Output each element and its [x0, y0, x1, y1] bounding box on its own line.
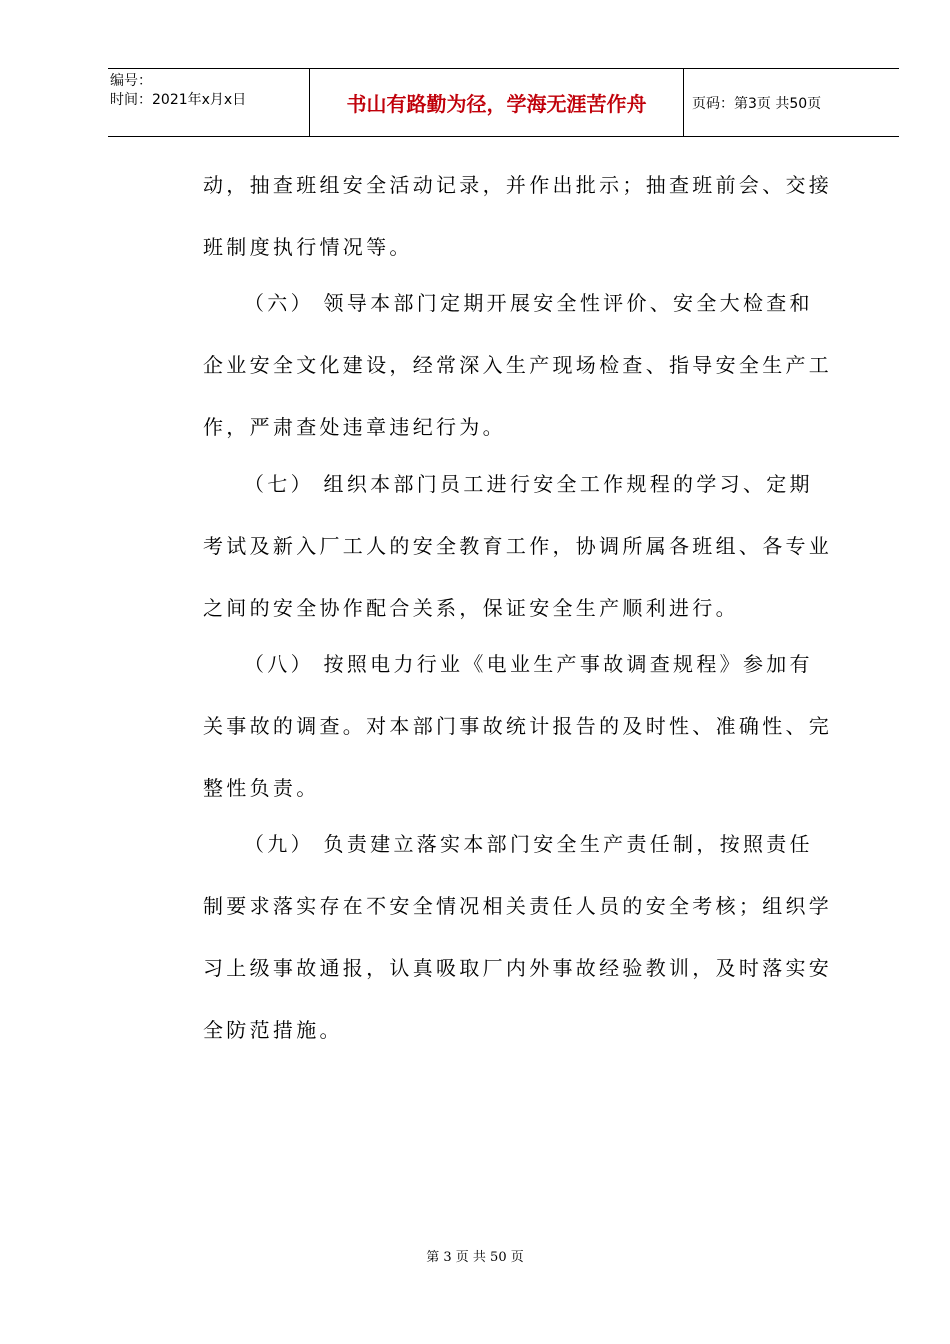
text-line: 考试及新入厂工人的安全教育工作，协调所属各班组、各专业	[203, 534, 833, 558]
text-line: （七） 组织本部门员工进行安全工作规程的学习、定期	[244, 472, 813, 496]
page-footer: 第 3 页 共 50 页	[426, 1250, 524, 1265]
text-line: 作，严肃查处违章违纪行为。	[203, 415, 506, 439]
text-line: 全防范措施。	[203, 1018, 343, 1042]
number-label: 编号：	[110, 73, 152, 89]
header-page-info: 页码：第3页 共50页	[692, 95, 822, 112]
text-line: 动，抽查班组安全活动记录，并作出批示；抽查班前会、交接	[203, 173, 833, 197]
text-line: 企业安全文化建设，经常深入生产现场检查、指导安全生产工	[203, 353, 833, 377]
text-line: （九） 负责建立落实本部门安全生产责任制，按照责任	[244, 832, 813, 856]
header-motto: 书山有路勤为径，学海无涯苦作舟	[346, 92, 647, 116]
text-line: 班制度执行情况等。	[203, 235, 413, 259]
text-line: （八） 按照电力行业《电业生产事故调查规程》参加有	[244, 652, 813, 676]
text-line: 之间的安全协作配合关系，保证安全生产顺利进行。	[203, 596, 739, 620]
time-label: 时间：2021年x月x日	[110, 92, 247, 108]
text-line: 关事故的调查。对本部门事故统计报告的及时性、准确性、完	[203, 714, 833, 738]
text-line: 制要求落实存在不安全情况相关责任人员的安全考核；组织学	[203, 894, 833, 918]
text-line: （六） 领导本部门定期开展安全性评价、安全大检查和	[244, 291, 813, 315]
text-line: 整性负责。	[203, 776, 320, 800]
text-line: 习上级事故通报，认真吸取厂内外事故经验教训，及时落实安	[203, 956, 833, 980]
